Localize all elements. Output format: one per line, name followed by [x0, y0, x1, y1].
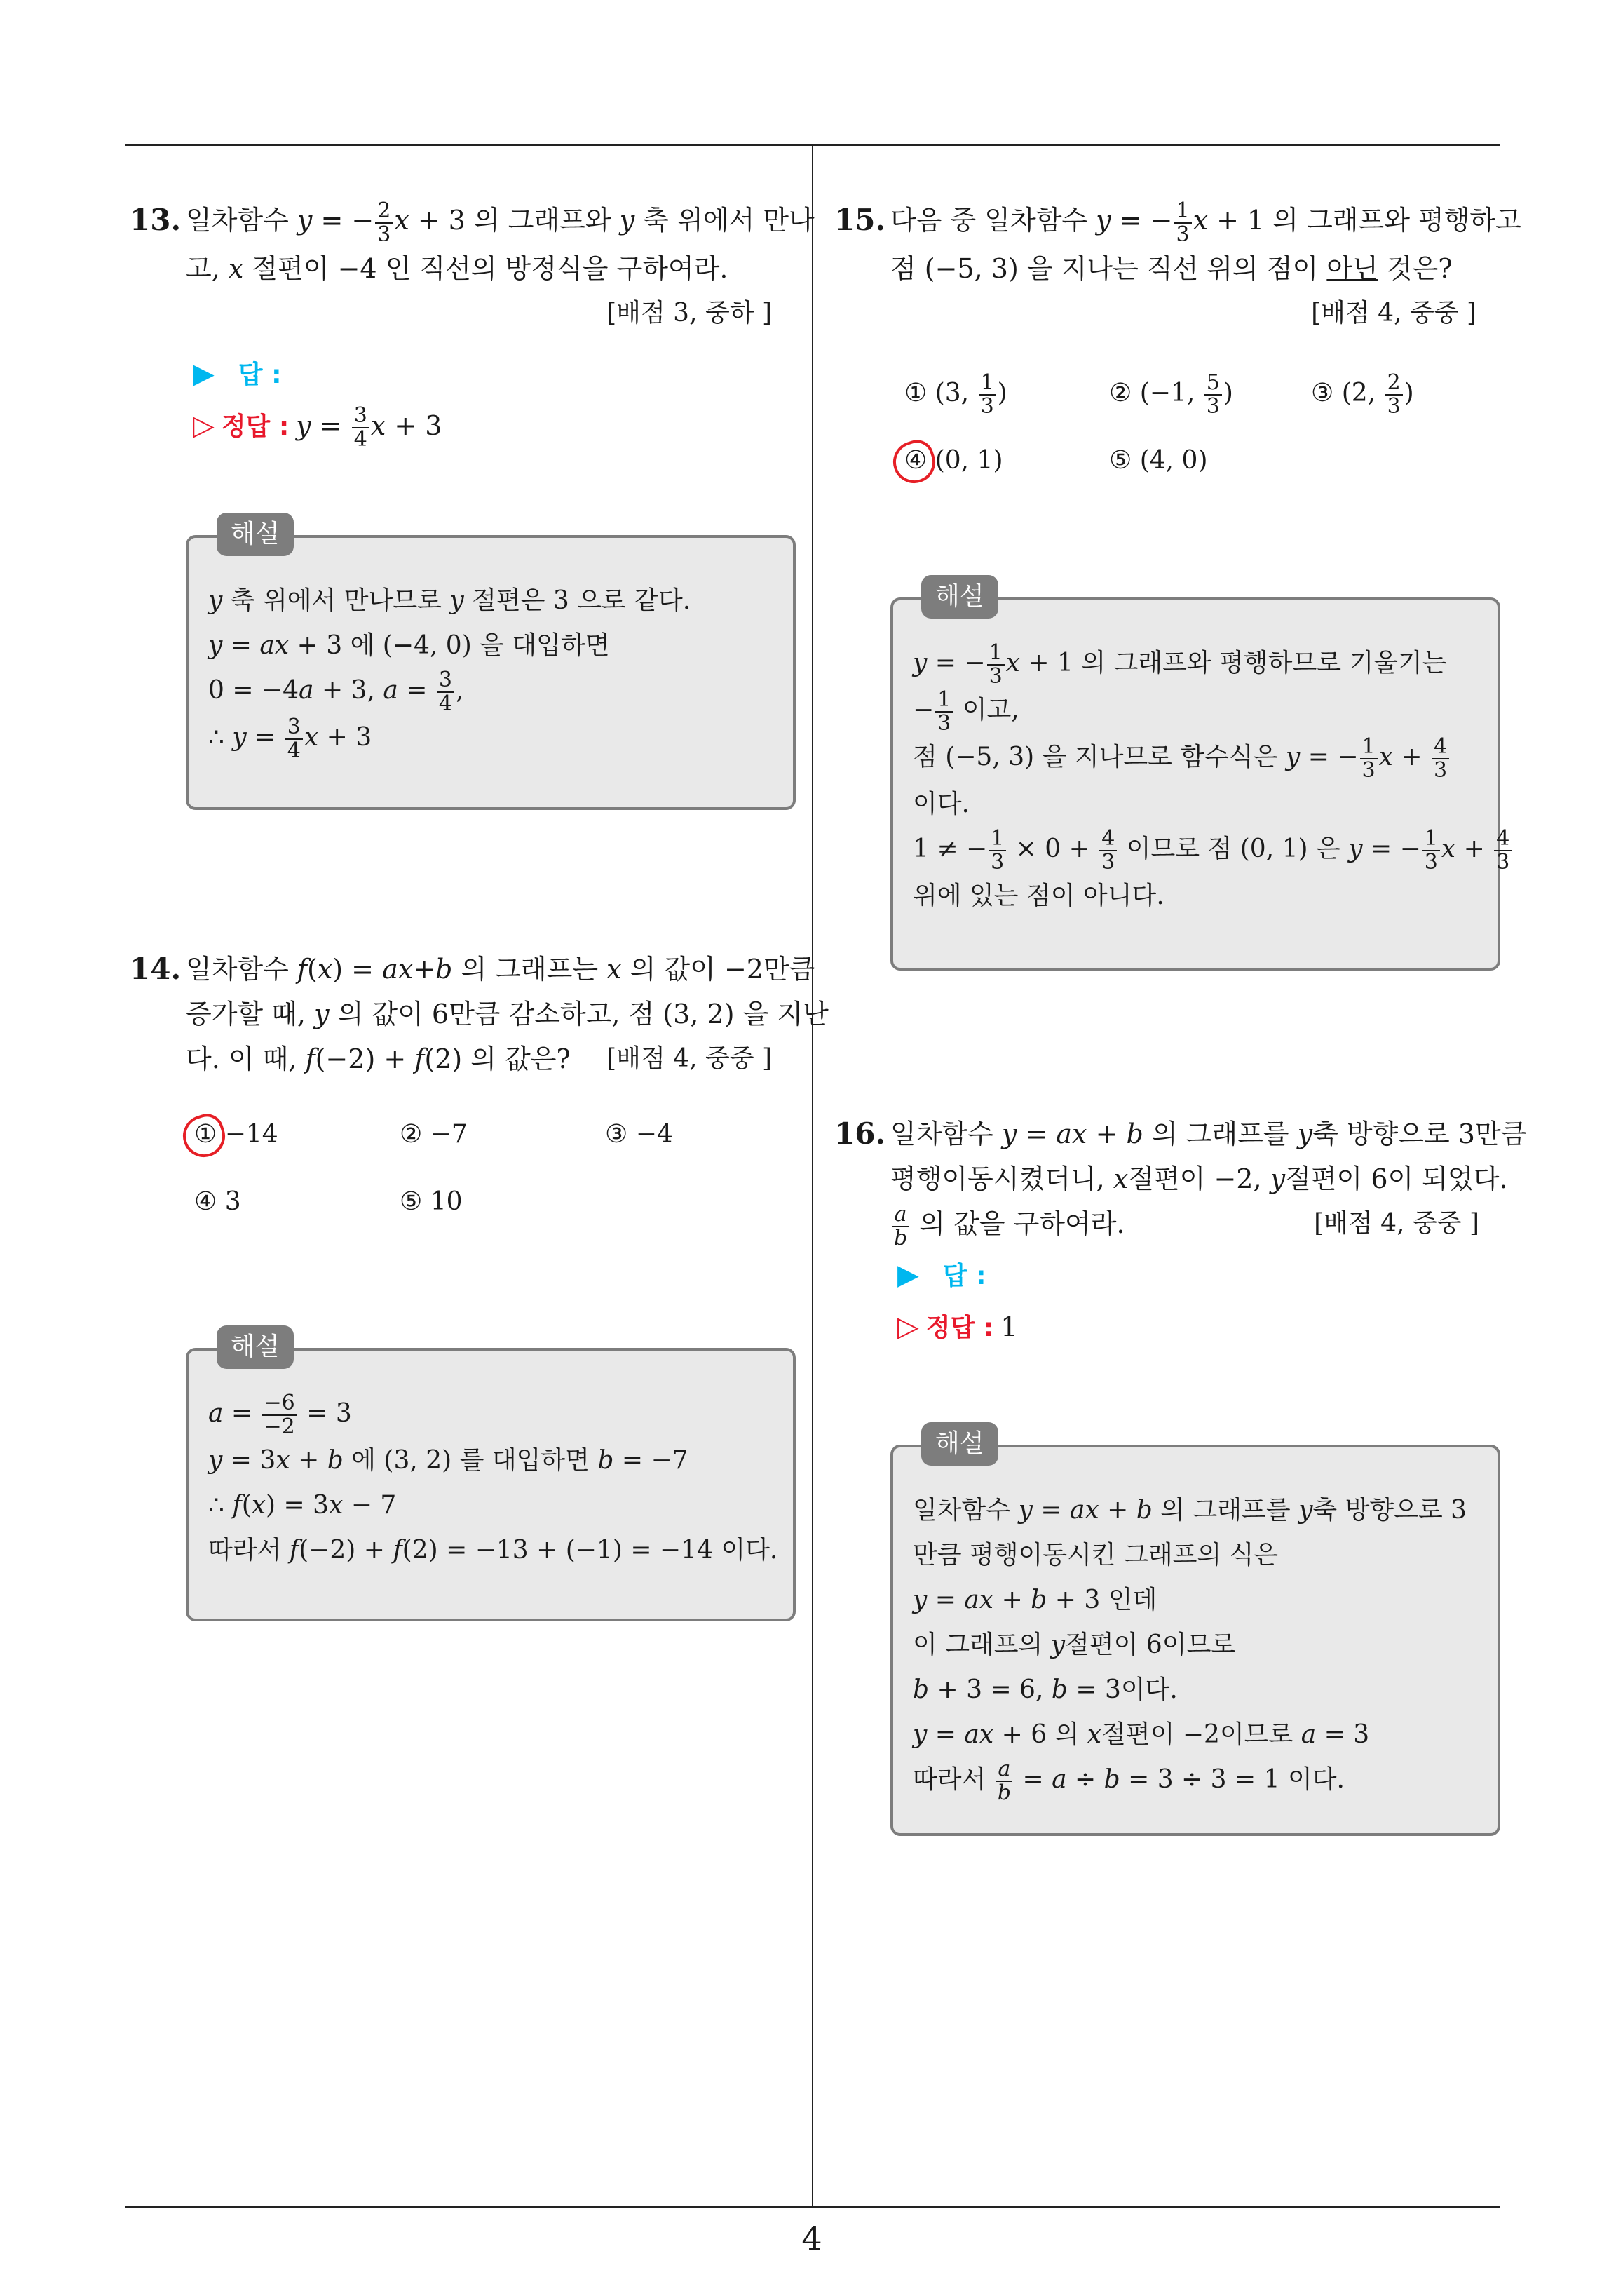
choice-2[interactable]: ② (−1, $\frac{5}{3}$ ): [1109, 370, 1233, 419]
problem-number: 13.: [130, 203, 182, 237]
choices-row-1: [130, 1101, 775, 1168]
problem-number: 16.: [834, 1116, 886, 1151]
problem-15: 15. 다음 중 일차함수 y = − $\frac{1}{3}$ x + 1 의 그래프와 평행하고 점 (−5, 3) 을 지나는 직선 위의 점이 아닌 것은? [배점 4, 중중 ] ① (3, $\frac{1}{3}$ ) ② (−1, $\frac{5}{3}$ ) ③ (2, $\frac{2}{3}$ ) ④ (0, 1) ⑤ (4, 0): [834, 198, 1479, 494]
question-text: 14. 일차함수 f(x) = ax+b 의 그래프는 x 의 값이 −2만큼: [130, 947, 775, 992]
solution-box-13: 해설 y 축 위에서 만나므로 y 절편은 3 으로 같다. y = ax + 3 에 (−4, 0) 을 대입하면 0 = −4a + 3, a = $\frac{3}{4}$ , ∴ y = $\frac{3}{4}$ x + 3: [186, 535, 796, 810]
solution-box-15: 해설 y = − $\frac{1}{3}$ x + 1 의 그래프와 평행하므로 기울기는 − $\frac{1}{3}$ 이고, 점 (−5, 3) 을 지나므로 함수식은 y = − $\frac{1}{3}$ x + $\frac{4}{3}$ 이다. 1 ≠ − $\frac{1}{3}$ × 0 + $\frac{4}{3}$ 이므로 점 (0, 1) 은 y = − $\frac{1}{3}$ x + $\frac{4}{3}$ 위에 있는 점이 아니다.: [890, 597, 1500, 971]
problem-number: 15.: [834, 203, 886, 237]
choices-row-1: [834, 360, 1479, 427]
solution-tab: 해설: [217, 1325, 294, 1369]
choice-1[interactable]: ① −14: [194, 1120, 278, 1149]
answer-row: [834, 1250, 1479, 1302]
score-meta: [배점 4, 중중 ]: [1314, 1209, 1479, 1238]
solution-box-14: 해설 a = $\frac{-6}{-2}$ = 3 y = 3x + b 에 (3, 2) 를 대입하면 b = −7 ∴ f(x) = 3x − 7 따라서 f(−2) + f(2) = −13 + (−1) = −14 이다.: [186, 1348, 796, 1621]
problem-13: 13. 일차함수 y = − $\frac{2}{3}$ x + 3 의 그래프와 y 축 위에서 만나 고, x 절편이 −4 인 직선의 방정식을 구하여라. [배점 3, 중하 ] ▶ 답 : ▷ 정답 : y = $\frac{3}{4}$ x + 3: [130, 198, 815, 452]
choice-2[interactable]: ② −7: [400, 1120, 468, 1149]
answer-marker-icon: ▶: [897, 1258, 919, 1291]
choice-3[interactable]: ③ −4: [605, 1120, 673, 1149]
correct-answer: 1: [1000, 1311, 1018, 1342]
correct-answer: y = $\frac{3}{4}$ x + 3: [296, 403, 442, 452]
question-text: 13. 일차함수 y = − $\frac{2}{3}$ x + 3 의 그래프와 y 축 위에서 만나: [130, 198, 815, 247]
choice-5[interactable]: ⑤ 10: [400, 1187, 463, 1216]
answer-label: 답 :: [942, 1261, 986, 1290]
solution-tab: 해설: [217, 513, 294, 556]
answer-marker-icon: ▶: [193, 357, 215, 390]
correct-answer-row: [130, 400, 775, 452]
choice-4[interactable]: ④ (0, 1): [904, 445, 1003, 475]
choices-row-2: [130, 1168, 775, 1236]
correct-label: 정답 :: [221, 412, 290, 441]
page-number: 4: [801, 2220, 822, 2257]
score-meta: [배점 3, 중하 ]: [606, 298, 772, 327]
problem-16: 16. 일차함수 y = ax + b 의 그래프를 y축 방향으로 3만큼 평행이동시켰더니, x절편이 −2, y절편이 6이 되었다. $\frac{a}{b}$ 의 값을 구하여라. [배점 4, 중중 ] ▶ 답 : ▷ 정답 : 1: [834, 1112, 1479, 1353]
correct-marker-icon: ▷: [193, 409, 215, 442]
solution-tab: 해설: [921, 575, 998, 619]
correct-marker-icon: ▷: [897, 1310, 919, 1343]
problem-14: 14. 일차함수 f(x) = ax+b 의 그래프는 x 의 값이 −2만큼 증가할 때, y 의 값이 6만큼 감소하고, 점 (3, 2) 을 지난 다. 이 때, f(−2) + f(2) 의 값은? [배점 4, 중중 ] ① −14 ② −7 ③ −4 ④ 3 ⑤ 10: [130, 947, 775, 1236]
choice-1[interactable]: ① (3, $\frac{1}{3}$ ): [904, 370, 1007, 419]
question-text: 16. 일차함수 y = ax + b 의 그래프를 y축 방향으로 3만큼: [834, 1112, 1479, 1156]
correct-label: 정답 :: [925, 1313, 994, 1342]
answer-row: [130, 349, 775, 400]
score-meta: [배점 4, 중중 ]: [606, 1044, 772, 1073]
choice-4[interactable]: ④ 3: [194, 1187, 241, 1216]
question-text: 15. 다음 중 일차함수 y = − $\frac{1}{3}$ x + 1 의 그래프와 평행하고: [834, 198, 1521, 247]
choice-5[interactable]: ⑤ (4, 0): [1109, 445, 1208, 475]
answer-label: 답 :: [238, 360, 282, 389]
solution-tab: 해설: [921, 1422, 998, 1466]
choice-3[interactable]: ③ (2, $\frac{2}{3}$ ): [1311, 370, 1414, 419]
choices-row-2: [834, 427, 1479, 494]
problem-number: 14.: [130, 952, 182, 986]
column-divider: [812, 145, 813, 2207]
score-meta: [배점 4, 중중 ]: [1311, 298, 1476, 327]
solution-box-16: 해설 일차함수 y = ax + b 의 그래프를 y축 방향으로 3 만큼 평행이동시킨 그래프의 식은 y = ax + b + 3 인데 이 그래프의 y절편이 6이므로 b + 3 = 6, b = 3이다. y = ax + 6 의 x절편이 −2이므로 a = 3 따라서 $\frac{a}{b}$ = a ÷ b = 3 ÷ 3 = 1 이다.: [890, 1445, 1500, 1836]
bottom-rule: [125, 2206, 1500, 2208]
correct-answer-row: [834, 1302, 1479, 1353]
